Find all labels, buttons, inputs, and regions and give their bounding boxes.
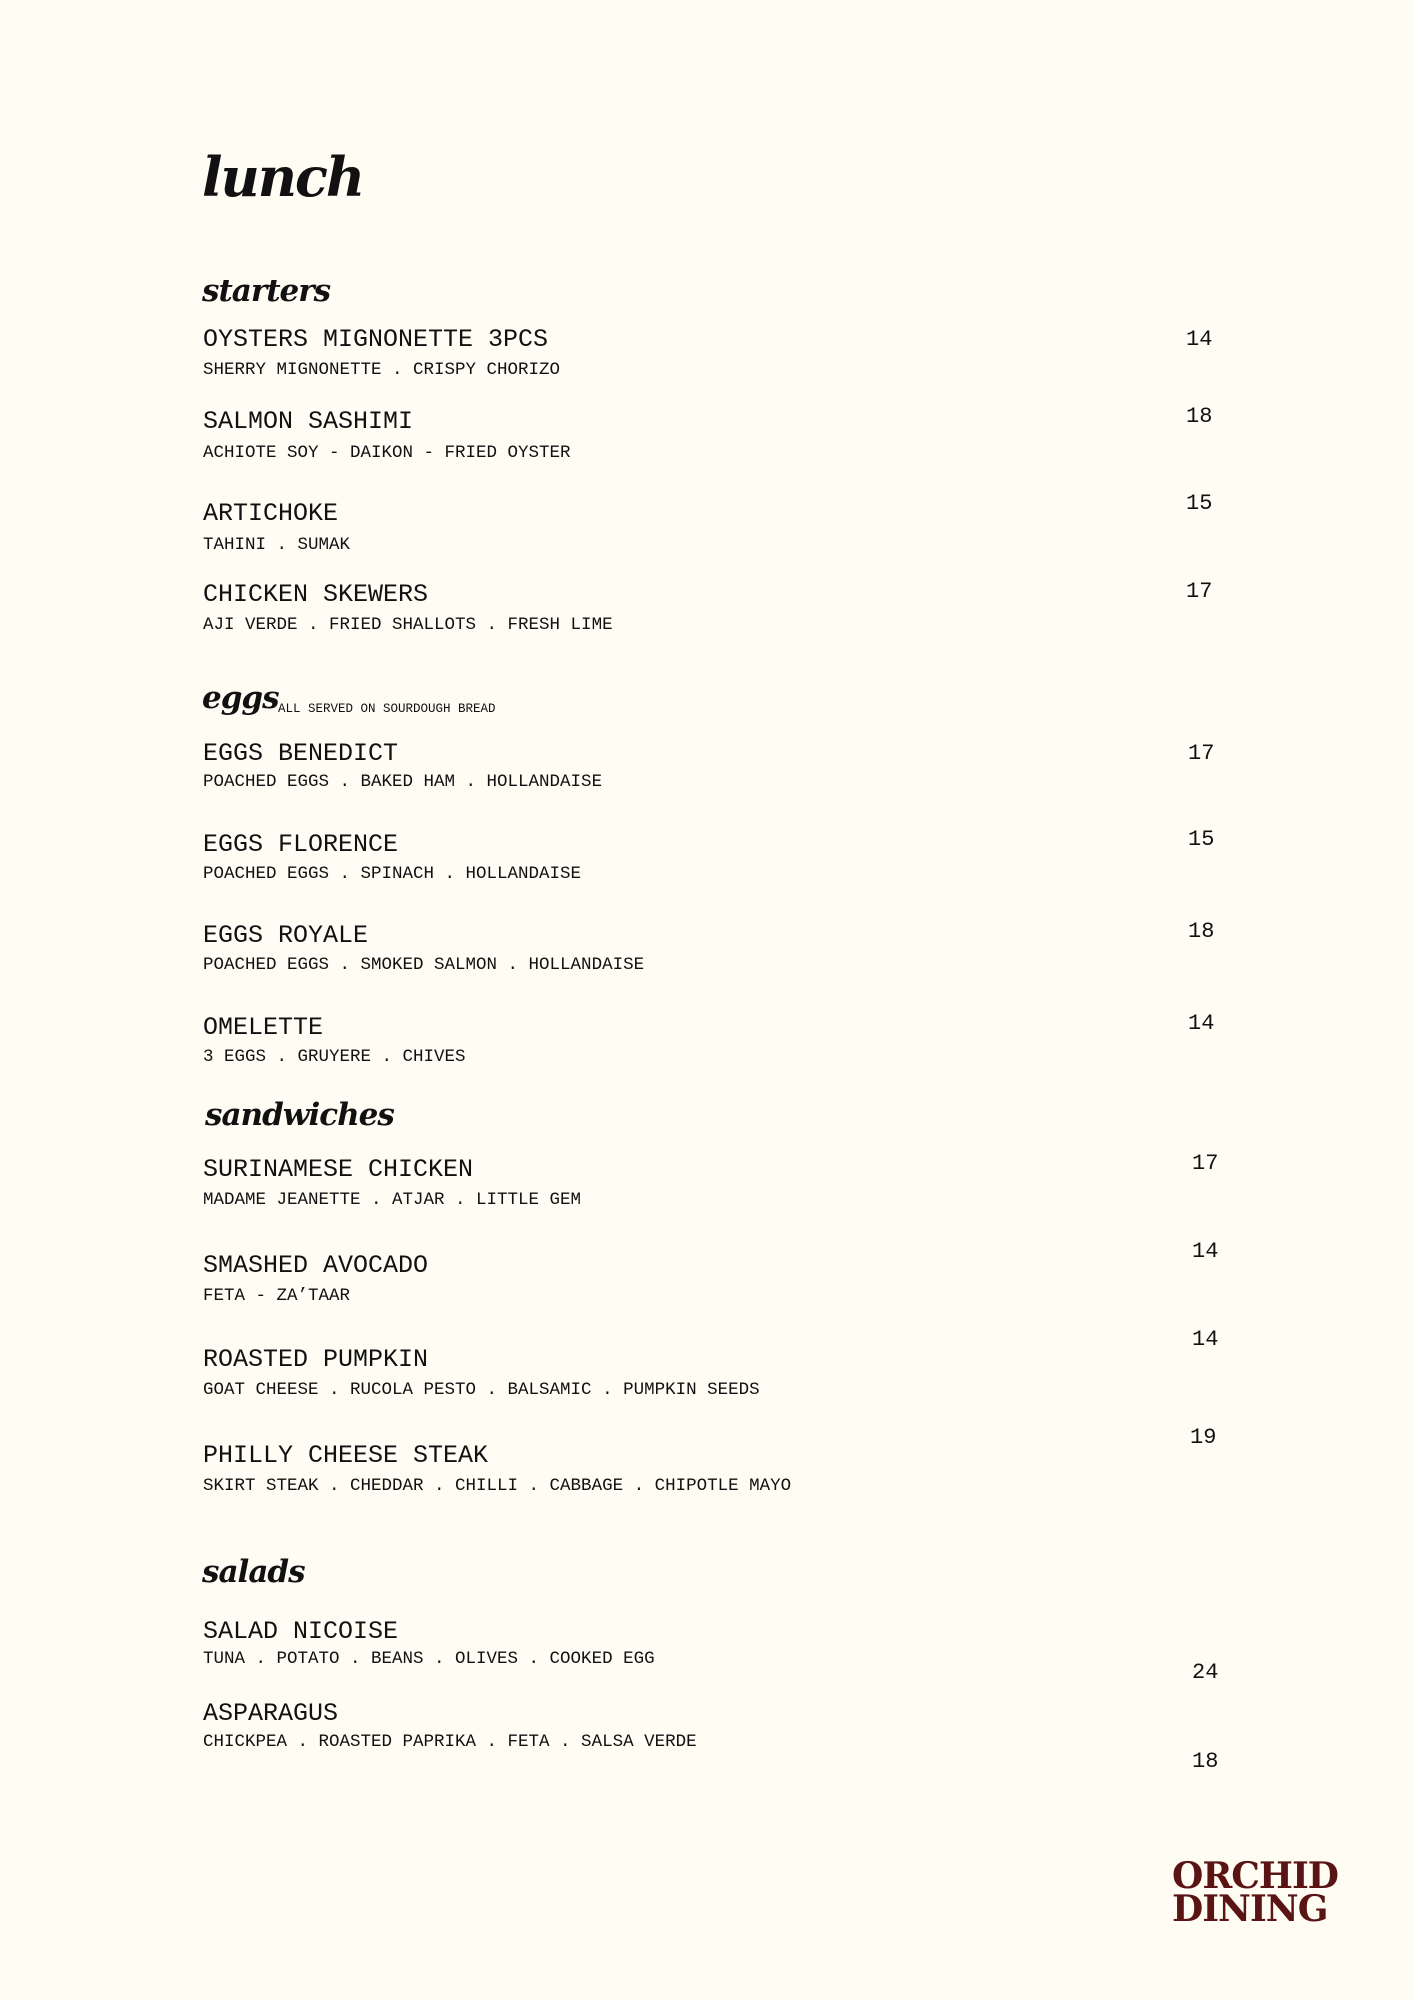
menu-item-price: 15 bbox=[1188, 827, 1215, 852]
menu-item-price: 18 bbox=[1188, 919, 1215, 944]
menu-item-price: 14 bbox=[1192, 1239, 1219, 1264]
section-heading-starters: starters bbox=[202, 273, 331, 309]
menu-item-name: SALAD NICOISE bbox=[203, 1617, 399, 1646]
section-heading-sandwiches: sandwiches bbox=[205, 1097, 394, 1133]
menu-item-description: POACHED EGGS . SMOKED SALMON . HOLLANDAISE bbox=[203, 955, 645, 975]
menu-item-description: GOAT CHEESE . RUCOLA PESTO . BALSAMIC . PUMPKIN SEEDS bbox=[203, 1380, 760, 1400]
menu-item-name: EGGS FLORENCE bbox=[203, 830, 399, 859]
menu-item-name: EGGS ROYALE bbox=[203, 921, 369, 950]
menu-item-price: 14 bbox=[1186, 327, 1213, 352]
menu-item-price: 17 bbox=[1188, 741, 1215, 766]
logo-line-2: DINING bbox=[1172, 1888, 1328, 1930]
menu-item-price: 18 bbox=[1192, 1749, 1219, 1774]
menu-item-price: 24 bbox=[1192, 1660, 1219, 1685]
menu-item-name: ROASTED PUMPKIN bbox=[203, 1345, 429, 1374]
menu-item-description: MADAME JEANETTE . ATJAR . LITTLE GEM bbox=[203, 1190, 582, 1210]
menu-item-name: SMASHED AVOCADO bbox=[203, 1251, 429, 1280]
menu-item-description: SKIRT STEAK . CHEDDAR . CHILLI . CABBAGE . CHIPOTLE MAYO bbox=[203, 1476, 792, 1496]
menu-item-name: CHICKEN SKEWERS bbox=[203, 580, 429, 609]
menu-item-description: POACHED EGGS . SPINACH . HOLLANDAISE bbox=[203, 864, 582, 884]
menu-item-name: ARTICHOKE bbox=[203, 499, 339, 528]
section-note: ALL SERVED ON SOURDOUGH BREAD bbox=[278, 702, 496, 716]
menu-item-description: SHERRY MIGNONETTE . CRISPY CHORIZO bbox=[203, 360, 561, 380]
menu-item-name: OMELETTE bbox=[203, 1013, 324, 1042]
menu-item-name: OYSTERS MIGNONETTE 3PCS bbox=[203, 325, 549, 354]
logo-line-1: ORCHID bbox=[1172, 1855, 1339, 1897]
orchid-dining-logo bbox=[1172, 1855, 1339, 1930]
menu-item-price: 18 bbox=[1186, 404, 1213, 429]
menu-item-description: POACHED EGGS . BAKED HAM . HOLLANDAISE bbox=[203, 772, 603, 792]
menu-item-name: PHILLY CHEESE STEAK bbox=[203, 1441, 489, 1470]
page-title: lunch bbox=[202, 145, 364, 209]
menu-item-price: 17 bbox=[1186, 579, 1213, 604]
menu-item-name: SURINAMESE CHICKEN bbox=[203, 1155, 474, 1184]
menu-item-description: AJI VERDE . FRIED SHALLOTS . FRESH LIME bbox=[203, 615, 613, 635]
menu-item-description: TUNA . POTATO . BEANS . OLIVES . COOKED EGG bbox=[203, 1649, 655, 1669]
menu-item-description: CHICKPEA . ROASTED PAPRIKA . FETA . SALSA VERDE bbox=[203, 1732, 697, 1752]
menu-item-description: TAHINI . SUMAK bbox=[203, 535, 351, 555]
menu-item-name: ASPARAGUS bbox=[203, 1699, 339, 1728]
menu-item-name: SALMON SASHIMI bbox=[203, 407, 414, 436]
menu-item-description: FETA - ZA’TAAR bbox=[203, 1286, 351, 1306]
section-heading-salads: salads bbox=[202, 1554, 305, 1590]
menu-item-price: 14 bbox=[1192, 1327, 1219, 1352]
menu-item-price: 19 bbox=[1190, 1425, 1217, 1450]
menu-item-description: ACHIOTE SOY - DAIKON - FRIED OYSTER bbox=[203, 443, 571, 463]
menu-item-price: 14 bbox=[1188, 1011, 1215, 1036]
menu-item-name: EGGS BENEDICT bbox=[203, 739, 399, 768]
menu-item-description: 3 EGGS . GRUYERE . CHIVES bbox=[203, 1047, 466, 1067]
menu-item-price: 17 bbox=[1192, 1151, 1219, 1176]
menu-item-price: 15 bbox=[1186, 491, 1213, 516]
section-heading-eggs: eggs bbox=[202, 680, 279, 716]
